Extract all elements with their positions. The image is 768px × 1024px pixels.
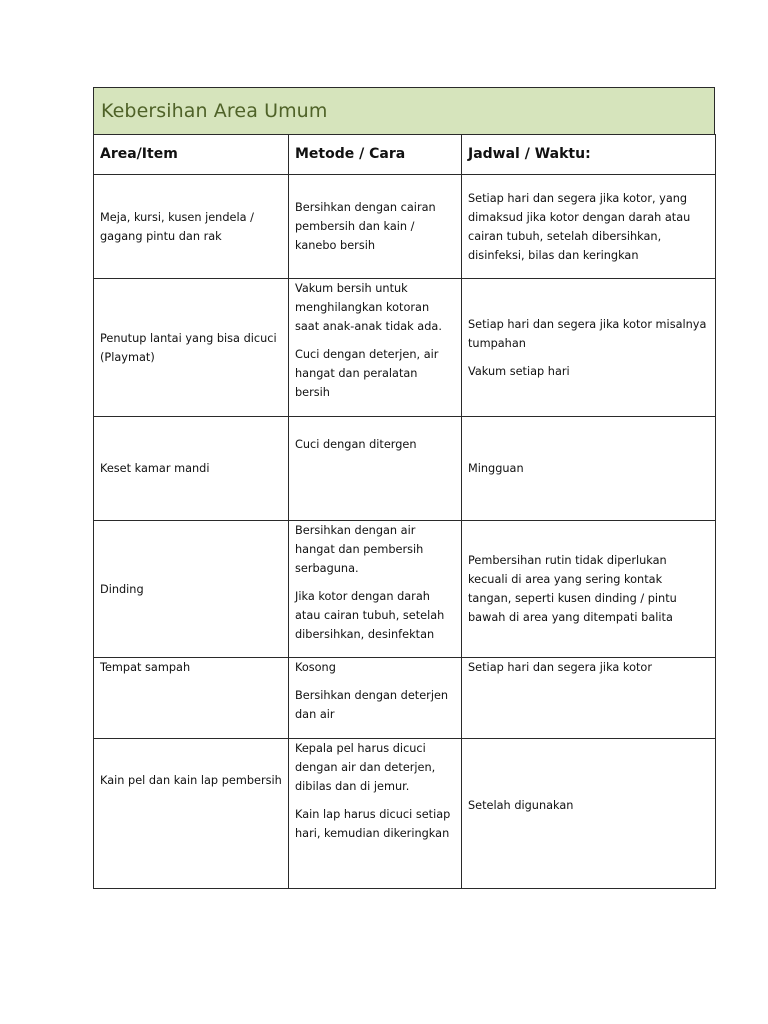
metode-text: Bersihkan dengan air hangat dan pembersih serbaguna.	[295, 524, 424, 575]
metode-cell	[289, 279, 462, 417]
jadwal-cell	[462, 658, 716, 739]
metode-text: Kain lap harus dicuci setiap hari, kemudian dikeringkan	[295, 808, 451, 840]
area-cell	[94, 739, 289, 889]
jadwal-text: Setelah digunakan	[468, 799, 574, 812]
table-row	[94, 521, 716, 658]
table-title-bar	[93, 87, 715, 134]
area-cell	[94, 417, 289, 521]
area-text: Meja, kursi, kusen jendela / gagang pintu dan rak	[100, 210, 254, 243]
table-row	[94, 658, 716, 739]
metode-text: Cuci dengan ditergen	[295, 438, 417, 451]
header-row	[94, 135, 716, 175]
table-row	[94, 739, 716, 889]
area-cell	[94, 175, 289, 279]
metode-cell	[289, 417, 462, 521]
area-text: Penutup lantai yang bisa dicuci (Playmat)	[100, 331, 277, 364]
jadwal-text: Vakum setiap hari	[468, 364, 570, 378]
area-text: Keset kamar mandi	[100, 462, 210, 475]
area-cell	[94, 521, 289, 658]
table-row	[94, 279, 716, 417]
area-text: Kain pel dan kain lap pembersih	[100, 774, 282, 787]
column-header-metode: Metode / Cara	[289, 135, 462, 175]
jadwal-cell	[462, 417, 716, 521]
jadwal-text: Setiap hari dan segera jika kotor misalnya tumpahan	[468, 317, 707, 350]
area-cell	[94, 279, 289, 417]
metode-text: Jika kotor dengan darah atau cairan tubuh, setelah dibersihkan, desinfektan	[295, 590, 445, 641]
area-cell	[94, 658, 289, 739]
jadwal-cell	[462, 175, 716, 279]
metode-cell	[289, 175, 462, 279]
column-header-area: Area/Item	[94, 135, 289, 175]
jadwal-text: Setiap hari dan segera jika kotor, yang dimaksud jika kotor dengan darah atau cairan tubuh, setelah dibersihkan, disinfeksi, bilas dan keringkan	[468, 191, 691, 262]
column-header-jadwal: Jadwal / Waktu:	[462, 135, 716, 175]
metode-text: Kosong	[295, 661, 336, 674]
table-row	[94, 417, 716, 521]
jadwal-cell	[462, 521, 716, 658]
cleaning-table-container	[93, 87, 715, 889]
cleaning-schedule-table	[93, 134, 716, 889]
jadwal-cell	[462, 739, 716, 889]
jadwal-text: Mingguan	[468, 462, 524, 475]
jadwal-cell	[462, 279, 716, 417]
metode-text: Kepala pel harus dicuci dengan air dan deterjen, dibilas dan di jemur.	[295, 742, 436, 793]
metode-text: Vakum bersih untuk menghilangkan kotoran saat anak-anak tidak ada.	[295, 282, 442, 333]
table-row	[94, 175, 716, 279]
area-text: Dinding	[100, 582, 144, 596]
metode-text: Bersihkan dengan deterjen dan air	[295, 689, 449, 721]
table-title: Kebersihan Area Umum	[101, 100, 328, 122]
jadwal-text: Setiap hari dan segera jika kotor	[468, 661, 652, 674]
area-text: Tempat sampah	[100, 661, 191, 674]
metode-cell	[289, 658, 462, 739]
metode-cell	[289, 521, 462, 658]
metode-text: Cuci dengan deterjen, air hangat dan peralatan bersih	[295, 348, 439, 399]
jadwal-text: Pembersihan rutin tidak diperlukan kecuali di area yang sering kontak tangan, seperti kusen dinding / pintu bawah di area yang ditempati balita	[468, 554, 677, 624]
metode-cell	[289, 739, 462, 889]
metode-text: Bersihkan dengan cairan pembersih dan kain / kanebo bersih	[295, 201, 436, 252]
